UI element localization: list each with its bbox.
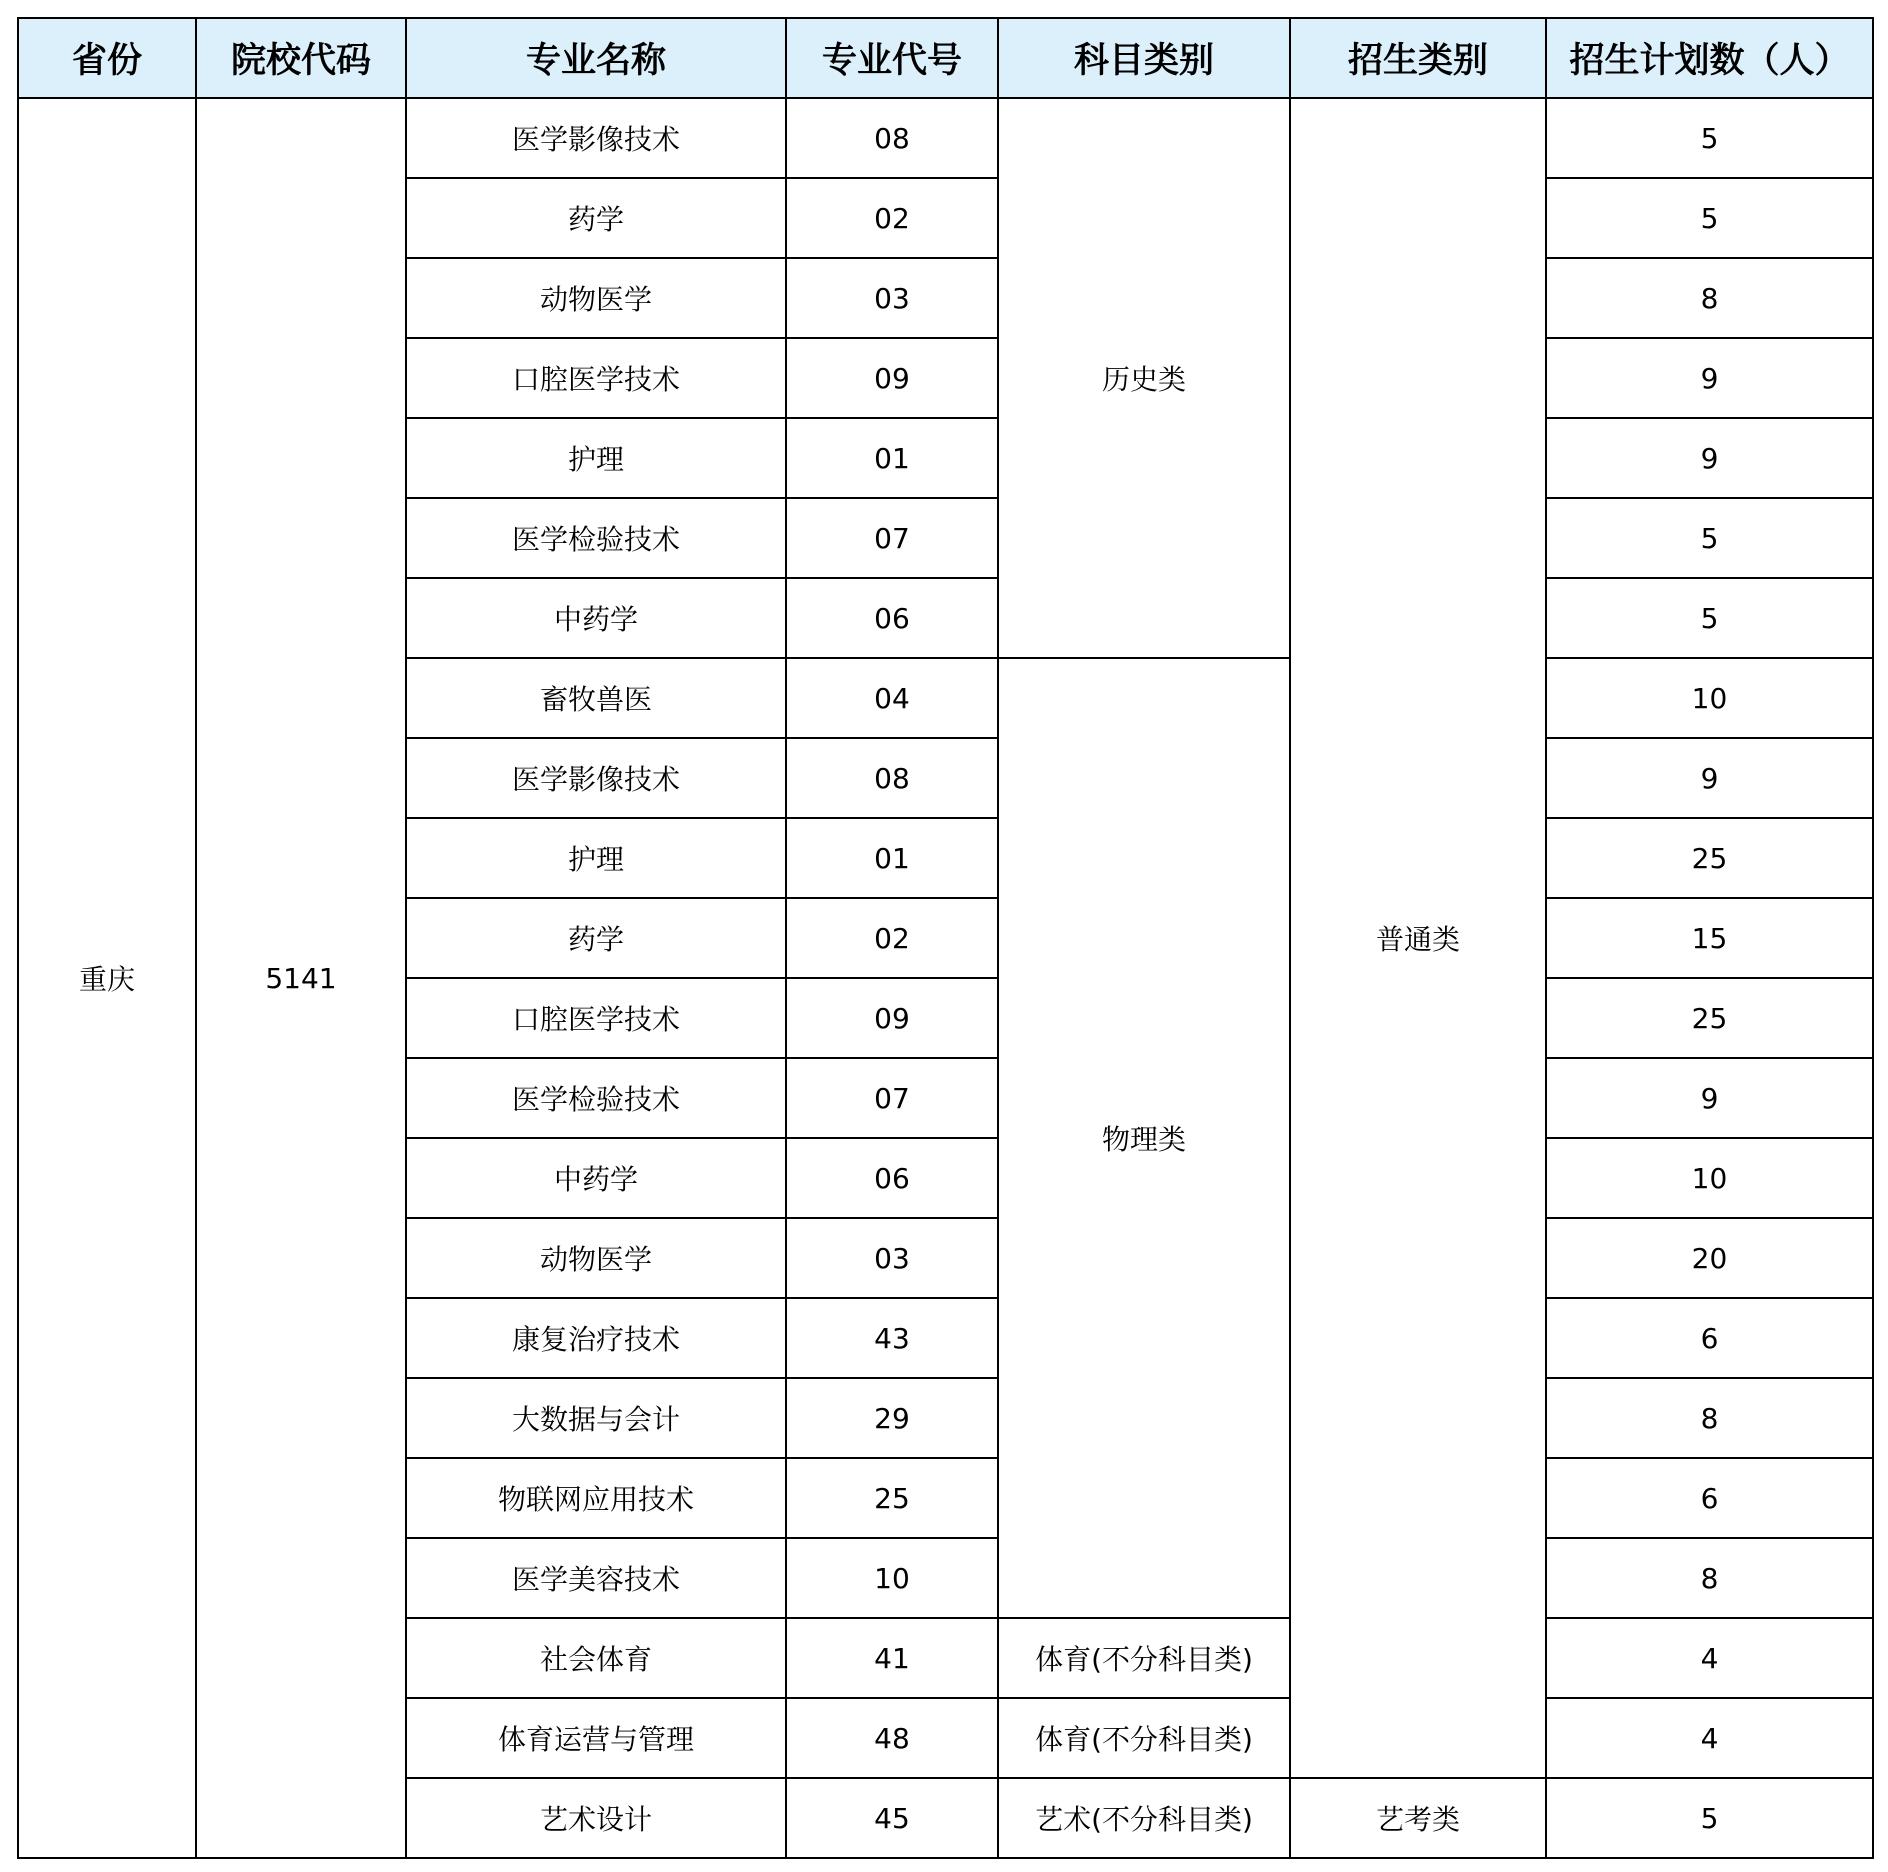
- major-name-cell: 口腔医学技术: [406, 978, 786, 1058]
- major-name-cell: 动物医学: [406, 1218, 786, 1298]
- major-code-cell: 01: [786, 818, 998, 898]
- major-name-cell: 药学: [406, 898, 786, 978]
- plan-count-cell: 5: [1546, 1778, 1873, 1858]
- major-name-cell: 社会体育: [406, 1618, 786, 1698]
- enrollment-plan-table-wrap: [17, 17, 1874, 1859]
- school-code-cell: 5141: [196, 98, 406, 1858]
- header-province: 省份: [18, 18, 196, 98]
- major-name-cell: 医学影像技术: [406, 738, 786, 818]
- major-code-cell: 06: [786, 1138, 998, 1218]
- major-name-cell: 大数据与会计: [406, 1378, 786, 1458]
- major-code-cell: 48: [786, 1698, 998, 1778]
- header-plan-count: 招生计划数（人）: [1546, 18, 1873, 98]
- enroll-group-art-exam: 艺考类: [1290, 1778, 1546, 1858]
- major-code-cell: 02: [786, 178, 998, 258]
- subject-group-art: 艺术(不分科目类): [998, 1778, 1290, 1858]
- plan-count-cell: 9: [1546, 738, 1873, 818]
- major-code-cell: 04: [786, 658, 998, 738]
- major-code-cell: 03: [786, 1218, 998, 1298]
- major-code-cell: 03: [786, 258, 998, 338]
- plan-count-cell: 5: [1546, 98, 1873, 178]
- major-code-cell: 07: [786, 498, 998, 578]
- major-code-cell: 06: [786, 578, 998, 658]
- header-school-code: 院校代码: [196, 18, 406, 98]
- major-name-cell: 中药学: [406, 578, 786, 658]
- major-code-cell: 09: [786, 978, 998, 1058]
- major-name-cell: 医学美容技术: [406, 1538, 786, 1618]
- major-code-cell: 10: [786, 1538, 998, 1618]
- plan-count-cell: 10: [1546, 1138, 1873, 1218]
- major-code-cell: 09: [786, 338, 998, 418]
- subject-group-history: 历史类: [998, 98, 1290, 658]
- major-code-cell: 07: [786, 1058, 998, 1138]
- major-name-cell: 康复治疗技术: [406, 1298, 786, 1378]
- plan-count-cell: 5: [1546, 498, 1873, 578]
- plan-count-cell: 9: [1546, 418, 1873, 498]
- plan-count-cell: 8: [1546, 1538, 1873, 1618]
- plan-count-cell: 25: [1546, 978, 1873, 1058]
- major-name-cell: 口腔医学技术: [406, 338, 786, 418]
- major-name-cell: 医学检验技术: [406, 498, 786, 578]
- plan-count-cell: 6: [1546, 1458, 1873, 1538]
- major-name-cell: 动物医学: [406, 258, 786, 338]
- plan-count-cell: 15: [1546, 898, 1873, 978]
- enroll-group-general: 普通类: [1290, 98, 1546, 1778]
- major-code-cell: 25: [786, 1458, 998, 1538]
- subject-group-sports: 体育(不分科目类): [998, 1698, 1290, 1778]
- plan-count-cell: 5: [1546, 578, 1873, 658]
- header-major-name: 专业名称: [406, 18, 786, 98]
- major-name-cell: 畜牧兽医: [406, 658, 786, 738]
- major-name-cell: 护理: [406, 818, 786, 898]
- major-code-cell: 29: [786, 1378, 998, 1458]
- header-subject-category: 科目类别: [998, 18, 1290, 98]
- major-code-cell: 08: [786, 98, 998, 178]
- major-code-cell: 01: [786, 418, 998, 498]
- plan-count-cell: 9: [1546, 1058, 1873, 1138]
- plan-count-cell: 8: [1546, 1378, 1873, 1458]
- subject-group-sports: 体育(不分科目类): [998, 1618, 1290, 1698]
- major-code-cell: 02: [786, 898, 998, 978]
- province-cell: 重庆: [18, 98, 196, 1858]
- enrollment-plan-table: [17, 17, 1874, 1859]
- major-code-cell: 45: [786, 1778, 998, 1858]
- plan-count-cell: 8: [1546, 258, 1873, 338]
- plan-count-cell: 9: [1546, 338, 1873, 418]
- major-name-cell: 医学检验技术: [406, 1058, 786, 1138]
- plan-count-cell: 20: [1546, 1218, 1873, 1298]
- major-code-cell: 43: [786, 1298, 998, 1378]
- major-name-cell: 中药学: [406, 1138, 786, 1218]
- major-name-cell: 医学影像技术: [406, 98, 786, 178]
- table-row: [18, 98, 1873, 178]
- major-name-cell: 艺术设计: [406, 1778, 786, 1858]
- major-name-cell: 药学: [406, 178, 786, 258]
- major-code-cell: 41: [786, 1618, 998, 1698]
- plan-count-cell: 4: [1546, 1698, 1873, 1778]
- plan-count-cell: 10: [1546, 658, 1873, 738]
- major-name-cell: 体育运营与管理: [406, 1698, 786, 1778]
- plan-count-cell: 4: [1546, 1618, 1873, 1698]
- subject-group-physics: 物理类: [998, 658, 1290, 1618]
- plan-count-cell: 25: [1546, 818, 1873, 898]
- major-code-cell: 08: [786, 738, 998, 818]
- header-major-code: 专业代号: [786, 18, 998, 98]
- plan-count-cell: 6: [1546, 1298, 1873, 1378]
- header-enrollment-category: 招生类别: [1290, 18, 1546, 98]
- major-name-cell: 物联网应用技术: [406, 1458, 786, 1538]
- major-name-cell: 护理: [406, 418, 786, 498]
- header-row: [18, 18, 1873, 98]
- plan-count-cell: 5: [1546, 178, 1873, 258]
